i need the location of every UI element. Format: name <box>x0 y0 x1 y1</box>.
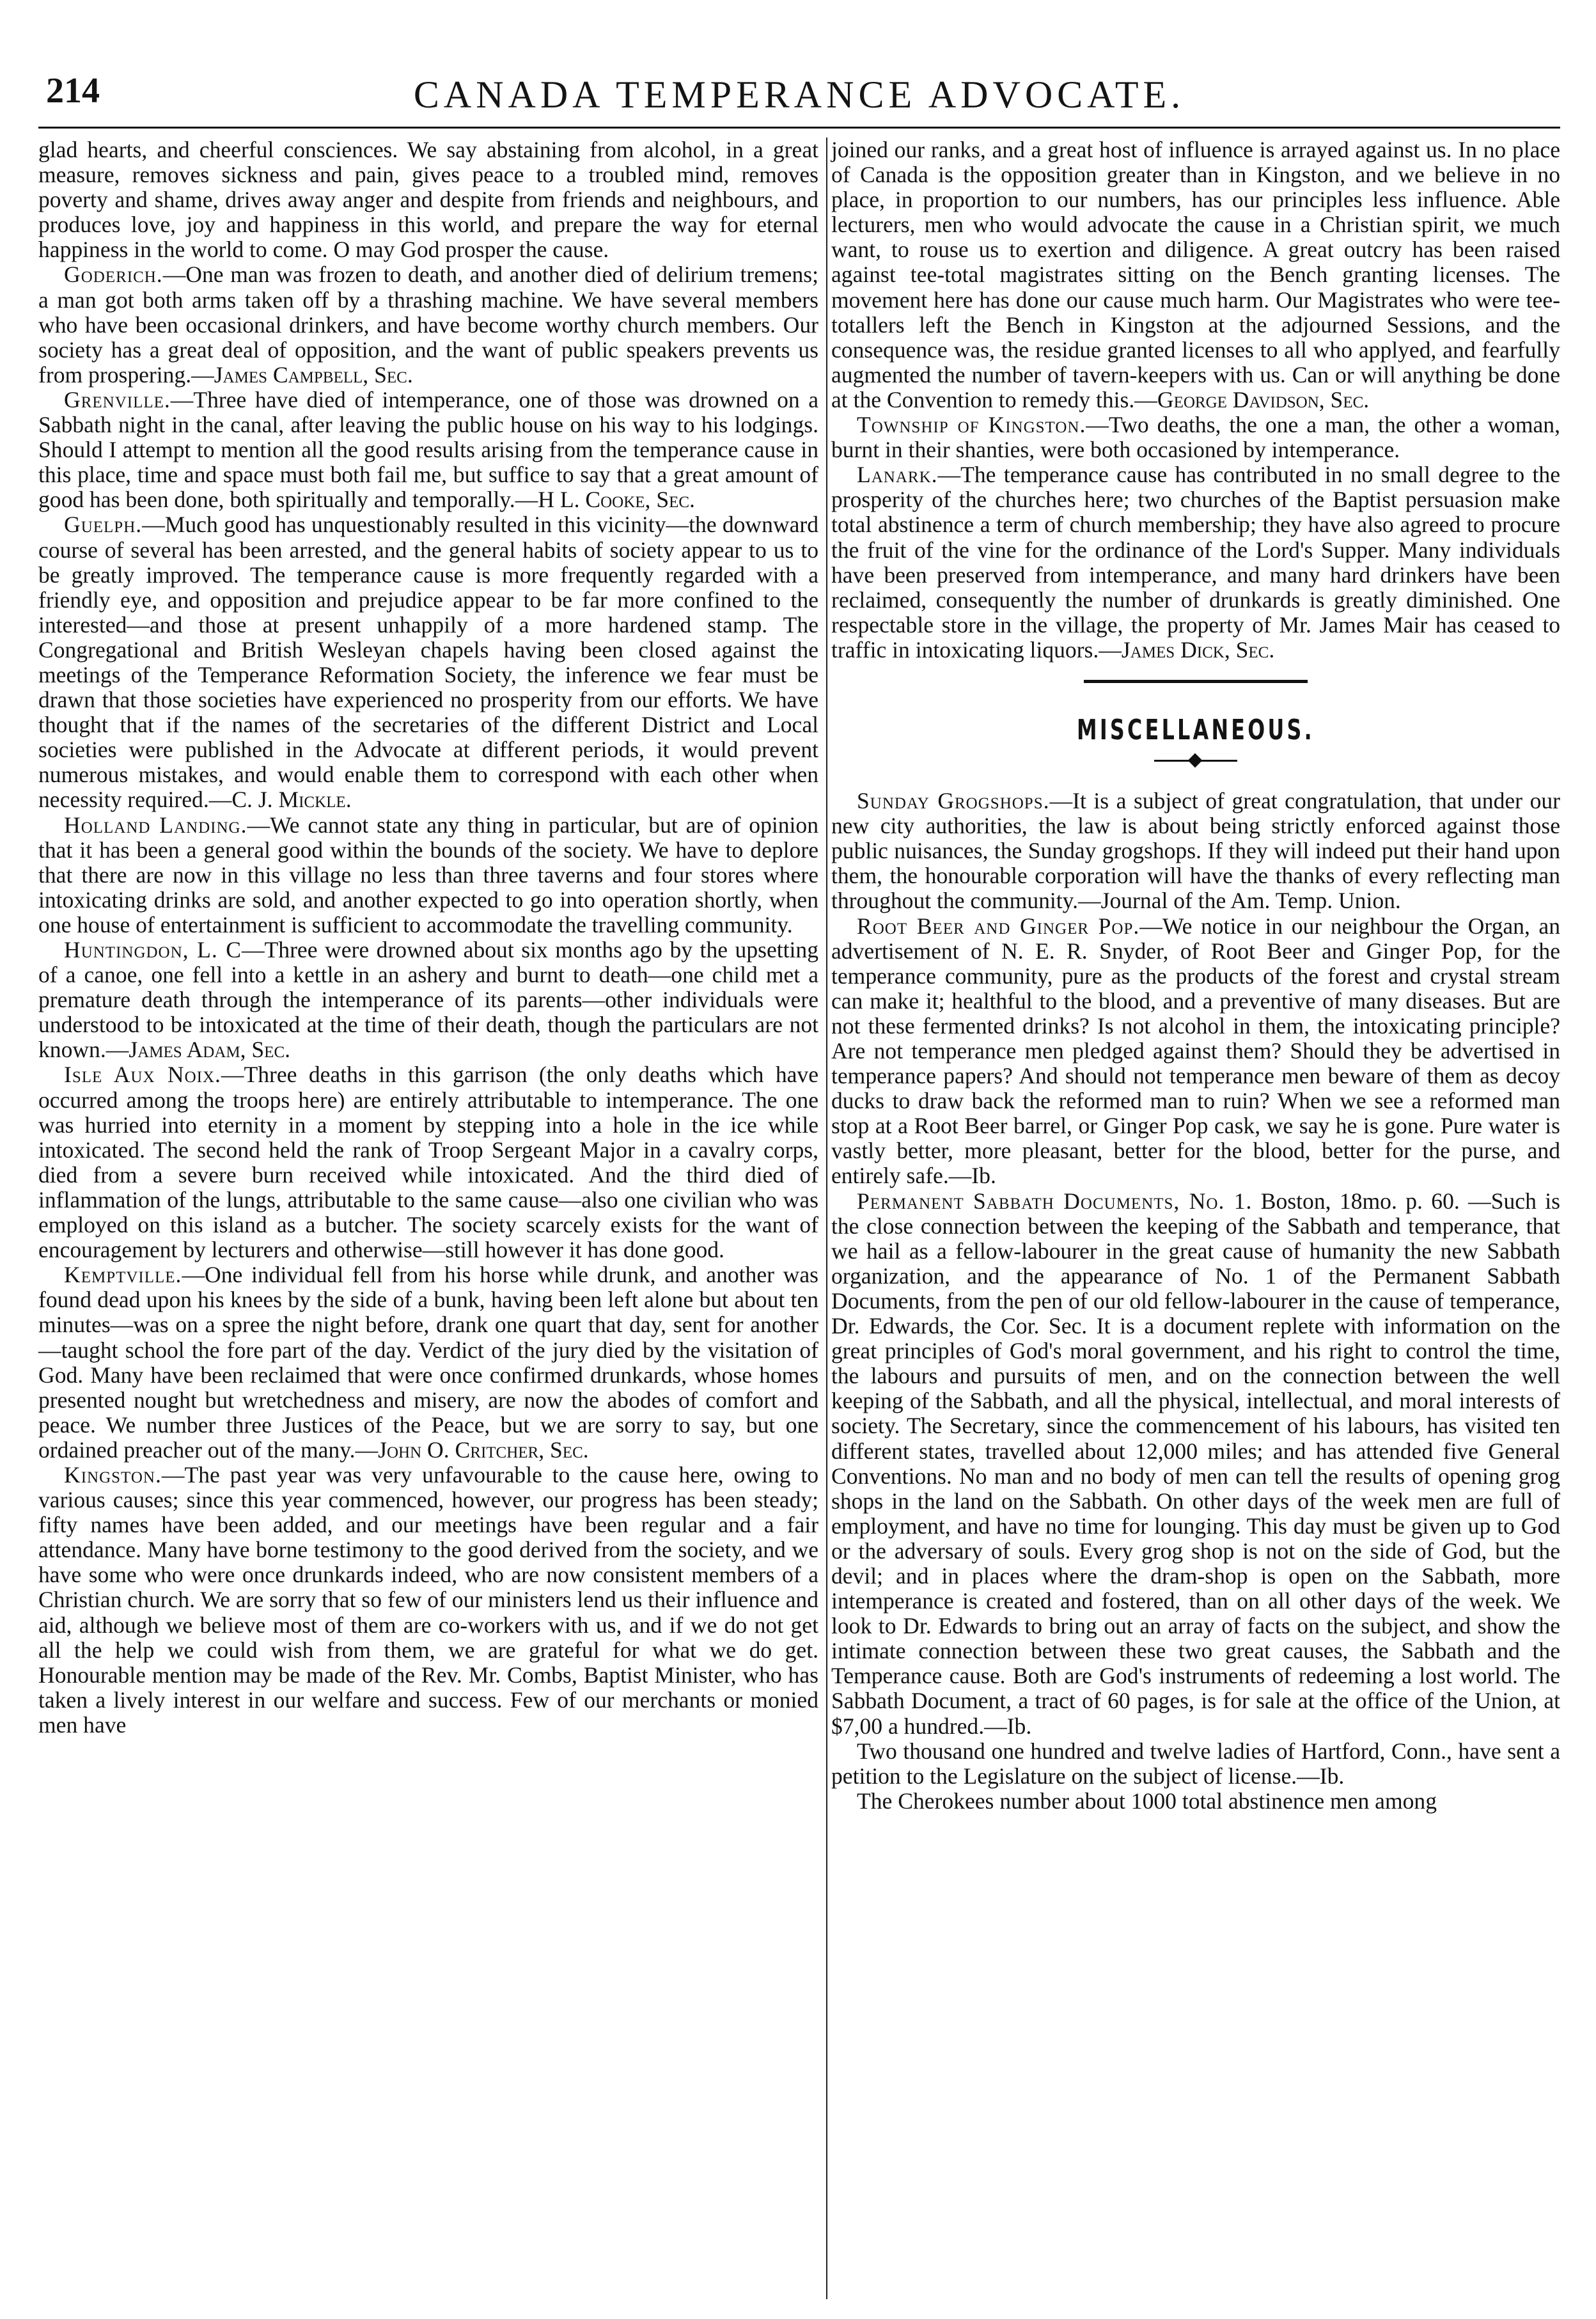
article-paragraph <box>831 914 1560 1189</box>
page-number: 214 <box>46 71 100 111</box>
entry-heading: Lanark. <box>857 462 938 488</box>
entry-heading: Goderich. <box>64 262 163 288</box>
right-column <box>831 138 1560 1814</box>
entry-signature: George Davidson, Sec. <box>1157 386 1370 413</box>
section-separator-rule <box>831 663 1560 701</box>
entry-text: —Three have died of intemperance, one of those was drowned on a Sabbath night in the canal, after leaving the public house on his way to his lodgings. Should I attempt to mention all the good results arising from the temperance cause in this place, time and space must both fail me, but suffice to say that a great amount of good has been done, both spiritually and temporally.— <box>38 386 818 513</box>
entry-heading: Permanent Sabbath Documents, No. 1. <box>857 1188 1253 1214</box>
entry-signature: H L. Cooke, Sec. <box>538 487 695 513</box>
entry-signature: James Adam, Sec. <box>129 1037 291 1063</box>
entry-heading: Kemptville. <box>64 1262 182 1288</box>
article-paragraph <box>831 789 1560 913</box>
right-column-entries <box>831 138 1560 663</box>
entry-text: —We notice in our neighbour the Organ, an advertisement of N. E. R. Snyder, of Root Beer and Ginger Pop, for the temperance community, pure as the products of the forest and crystal stream can make it; healthful to the blood, and a preventive of many diseases. But are not these fermented drinks? Is not alcohol in them, the intoxicating principle? Are not temperance men pledged against them? Should they be advertised in temperance papers? And should not temperance men beware of them as decoy ducks to draw back the reformed man to ruin? When we see a reformed man stop at a Root Beer barrel, or Ginger Pop cask, we say he is gone. Pure water is vastly better, more pleasant, better for the blood, better for the purse, and entirely safe.—Ib. <box>831 913 1561 1189</box>
article-paragraph <box>38 1062 818 1262</box>
entry-heading: Township of Kingston. <box>857 412 1086 438</box>
entry-heading: Sunday Grogshops. <box>857 788 1050 814</box>
ornament-divider <box>831 748 1560 773</box>
entry-text: —The temperance cause has contributed in no small degree to the prosperity of the churches here; two churches of the Baptist persuasion make total abstinence a term of church membership; they have also agreed to procure the fruit of the vine for the ordinance of the Lord's Supper. Many individuals have been preserved from intemperance, and many hard drinkers have been reclaimed, consequently the number of drunkards is greatly diminished. One respectable store in the village, the property of Mr. James Mair has ceased to traffic in intoxicating liquors.— <box>831 462 1560 663</box>
entry-text: —Much good has unquestionably resulted in this vicinity—the downward course of several has been arrested, and the general habits of society appear to us to be greatly improved. The temperance cause is more frequently regarded with a friendly eye, and opposition and prejudice appear to be far more confined to the interested—and those at present unhappily of a more hardened stamp. The Congregational and British Wesleyan chapels having been closed against the meetings of the Temperance Reformation Society, the inference we fear must be drawn that those societies have experienced no prosperity from our efforts. We have thought that if the names of the secretaries of the different District and Local societies were published in the Advocate at different periods, it would prevent numerous mistakes, and would enable them to correspond with each other when necessity required.— <box>38 512 818 813</box>
entry-text: —The past year was very unfavourable to the cause here, owing to various causes; since this year commenced, however, our progress has been steady; fifty names have been added, and our meetings have been regular and a fair attendance. Many have borne testimony to the good derived from the society, and we have some who were once drunkards indeed, who are now consistent members of a Christian church. We are sorry that so few of our ministers lend us their influence and aid, although we believe most of them are co-workers with us, and if we do not get all the help we could wish from them, we are grateful for what we do get. Honourable mention may be made of the Rev. Mr. Combs, Baptist Minister, who has taken a lively interest in our welfare and success. Few of our merchants or monied men have <box>38 1461 818 1738</box>
article-paragraph <box>38 138 818 262</box>
column-divider <box>826 138 827 2299</box>
article-paragraph <box>38 388 818 512</box>
entry-signature: C. J. Mickle. <box>231 787 352 813</box>
entry-text: Two thousand one hundred and twelve ladies of Hartford, Conn., have sent a petition to the Legislature on the subject of license.—Ib. <box>831 1738 1560 1789</box>
article-paragraph <box>38 512 818 812</box>
entry-heading: Holland Landing. <box>64 812 247 838</box>
entry-heading: Root Beer and Ginger Pop. <box>857 913 1140 939</box>
entry-text: joined our ranks, and a great host of influence is arrayed against us. In no place of Canada is the opposition greater than in Kingston, and we believe in no place, in proportion to our numbers, has our principles less influence. Able lecturers, men who would advocate the cause in a Christian spirit, we much want, to rouse us to exertion and diligence. A great outcry has been raised against tee-total magistrates sitting on the Bench granting licenses. The movement here has done our cause much harm. Our Magistrates who were tee-totallers left the Bench in Kingston at the adjourned Sessions, and the consequence was, the residue granted licenses to all who applyed, and fearfully augmented the number of tavern-keepers with us. Can or will anything be done at the Convention to remedy this.— <box>831 137 1560 413</box>
article-paragraph <box>831 1739 1560 1789</box>
article-paragraph <box>38 813 818 938</box>
miscellaneous-heading: MISCELLANEOUS. <box>1076 713 1315 746</box>
entry-signature: James Campbell, Sec. <box>214 361 413 388</box>
entry-text: —One man was frozen to death, and another died of delirium tremens; a man got both arms taken off by a thrashing machine. We have several members who have been occasional drinkers, and have become worthy church members. Our society has a great deal of opposition, and the want of public speakers prevents us from prospering.— <box>38 262 818 388</box>
entry-text: —Three were drowned about six months ago by the upsetting of a canoe, one fell into a kettle in an ashery and burnt to death—one child met a premature death through the intemperance of its parents—other individuals were understood to be intoxicated at the time of their death, though the particulars are not known.— <box>38 937 818 1063</box>
article-paragraph <box>831 138 1560 413</box>
header-rule <box>38 127 1560 129</box>
entry-heading: Kingston. <box>64 1461 162 1488</box>
entry-text: glad hearts, and cheerful consciences. We say abstaining from alcohol, in a great measure, removes sickness and pain, gives peace to a troubled mind, removes poverty and shame, drives away anger and despite from friends and neighbours, and produces love, joy and happiness in this world, and prepare the way for eternal happiness in the world to come. O may God prosper the cause. <box>38 137 818 263</box>
entry-heading: Grenville. <box>64 386 171 413</box>
entry-text: —One individual fell from his horse while drunk, and another was found dead upon his knees by the side of a bunk, having been left alone but about ten minutes—was on a spree the night before, drank one quart that day, sent for another—taught school the fore part of the day. Verdict of the jury died by the visitation of God. Many have been reclaimed that were once confirmed drunkards, whose homes presented nought but wretchedness and misery, are now the abodes of comfort and peace. We number three Justices of the Peace, but we are sorry to say, but one ordained preacher out of the many.— <box>38 1262 818 1463</box>
article-paragraph <box>831 413 1560 462</box>
article-paragraph <box>831 1789 1560 1814</box>
article-paragraph <box>38 938 818 1062</box>
entry-text: Boston, 18mo. p. 60. —Such is the close connection between the keeping of the Sabbath and temperance, that we hail as a fellow-labourer in the great cause of humanity the new Sabbath organization, and the appearance of No. 1 of the Permanent Sabbath Documents, from the pen of our old fellow-labourer in the cause of temperance, Dr. Edwards, the Cor. Sec. It is a document replete with information on the great principles of God's moral government, and his right to control the time, the labours and pursuits of men, and on the connection between the well keeping of the Sabbath, and all the physical, intellectual, and moral interests of society. The Secretary, since the commencement of his labours, has visited ten different states, travelled about 12,000 miles; and has attended five General Conventions. No man and no body of men can tell the results of opening grog shops in the land on the Sabbath. On other days of the week men are full of employment, and have no time for lounging. This day must be given up to God or the adversary of souls. Every grog shop is not on the side of God, but the devil; and in places where the dram-shop is open on the Sabbath, more intemperance is created and fostered, than on all other days of the week. We look to Dr. Edwards to bring out an array of facts on the subject, and show the intimate connection between these two great causes, the Sabbath and the Temperance cause. Both are God's instruments of redeeming a lost world. The Sabbath Document, a tract of 60 pages, is for sale at the office of the Union, at $7,00 a hundred.—Ib. <box>831 1188 1560 1739</box>
entry-heading: Huntingdon, L. C <box>64 937 242 963</box>
entry-signature: James Dick, Sec. <box>1121 636 1275 663</box>
entry-text: —Two deaths, the one a man, the other a woman, burnt in their shanties, were both occasioned by intemperance. <box>831 412 1560 463</box>
page-header <box>38 64 1560 122</box>
left-column <box>38 138 818 1738</box>
entry-text: The Cherokees number about 1000 total abstinence men among <box>857 1788 1437 1814</box>
article-paragraph <box>38 1463 818 1738</box>
article-paragraph <box>831 462 1560 663</box>
article-paragraph <box>831 1189 1560 1739</box>
publication-title: CANADA TEMPERANCE ADVOCATE. <box>413 74 1185 116</box>
entry-text: —Three deaths in this garrison (the only deaths which have occurred among the troops here) are entirely attributable to intemperance. The one was hurried into eternity in a moment by stepping into a hole in the ice while intoxicated. The second held the rank of Troop Sergeant Major in a cavalry corps, died from a severe burn received while intoxicated. And the third died of inflammation of the lungs, attributable to the same cause—also one civilian who was employed on this island as a butcher. The society scarcely exists for the want of encouragement by lecturers and otherwise—still however it has done good. <box>38 1062 818 1263</box>
entry-heading: Isle Aux Noix. <box>64 1062 221 1088</box>
entry-heading: Guelph. <box>64 512 143 538</box>
miscellaneous-entries <box>831 789 1560 1814</box>
entry-signature: John O. Critcher, Sec. <box>378 1436 589 1463</box>
entry-text: —We cannot state any thing in particular, but are of opinion that it has been a general good within the bounds of the society. We have to deplore that there are now in this village no less than three taverns and four stores where intoxicating drinks are sold, and another expected to go into operation shortly, when one house of entertainment is sufficient to accommodate the travelling community. <box>38 812 818 938</box>
entry-text: —It is a subject of great congratulation, that under our new city authorities, the law is about being strictly enforced against those public nuisances, the Sunday grogshops. If they will indeed put their hand upon them, the honourable corporation will have the thanks of every reflecting man throughout the community.—Journal of the Am. Temp. Union. <box>831 788 1560 914</box>
article-paragraph <box>38 262 818 387</box>
article-paragraph <box>38 1262 818 1463</box>
